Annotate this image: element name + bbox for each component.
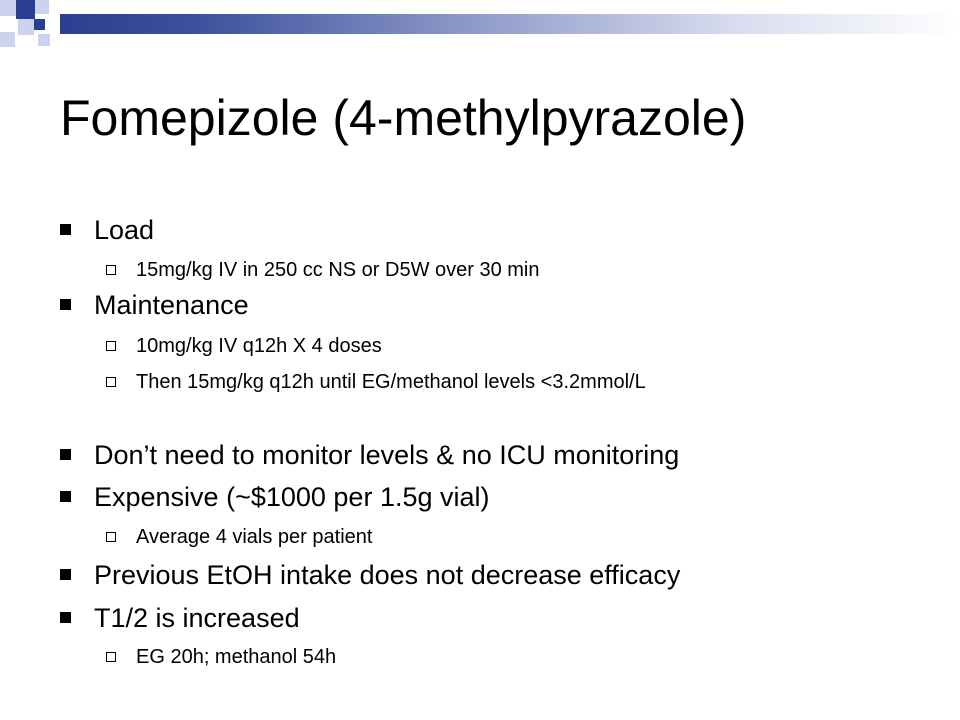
- hollow-square-bullet-icon: [106, 265, 116, 275]
- bullet-item: [94, 214, 154, 246]
- bullet-text: Maintenance: [94, 290, 249, 320]
- bullet-item: [94, 602, 300, 634]
- bullet-item: [94, 439, 679, 471]
- slide-title: Fomepizole (4-methylpyrazole): [60, 90, 747, 146]
- hollow-square-bullet-icon: [106, 652, 116, 662]
- decor-square: [35, 0, 49, 14]
- decor-square: [16, 0, 35, 19]
- bullet-text: Don’t need to monitor levels & no ICU monitoring: [94, 440, 680, 470]
- hollow-square-bullet-icon: [106, 532, 116, 542]
- sub-bullet-item: [136, 645, 336, 669]
- bullet-text: Previous EtOH intake does not decrease efficacy: [94, 560, 681, 590]
- bullet-text: Expensive (~$1000 per 1.5g vial): [94, 482, 490, 512]
- bullet-text: 15mg/kg IV in 250 cc NS or D5W over 30 min: [136, 259, 540, 281]
- bullet-text: Load: [94, 215, 155, 245]
- square-bullet-icon: [60, 612, 71, 623]
- header-gradient-bar: [60, 14, 960, 34]
- bullet-item: [94, 289, 249, 321]
- bullet-item: [94, 481, 490, 513]
- decor-square: [18, 19, 34, 35]
- decor-square: [0, 0, 16, 16]
- bullet-text: T1/2 is increased: [94, 603, 300, 633]
- decor-square: [38, 34, 50, 46]
- bullet-text: Average 4 vials per patient: [136, 526, 373, 548]
- bullet-text: Then 15mg/kg q12h until EG/methanol levels <3.2mmol/L: [136, 371, 646, 393]
- sub-bullet-item: [136, 370, 646, 394]
- square-bullet-icon: [60, 491, 71, 502]
- bullet-text: EG 20h; methanol 54h: [136, 646, 337, 668]
- hollow-square-bullet-icon: [106, 377, 116, 387]
- square-bullet-icon: [60, 299, 71, 310]
- sub-bullet-item: [136, 525, 372, 549]
- sub-bullet-item: [136, 258, 540, 282]
- hollow-square-bullet-icon: [106, 341, 116, 351]
- decor-square: [0, 32, 15, 47]
- bullet-text: 10mg/kg IV q12h X 4 doses: [136, 335, 382, 357]
- square-bullet-icon: [60, 224, 71, 235]
- square-bullet-icon: [60, 569, 71, 580]
- sub-bullet-item: [136, 334, 382, 358]
- bullet-item: [94, 559, 680, 591]
- decor-square: [34, 19, 45, 30]
- square-bullet-icon: [60, 449, 71, 460]
